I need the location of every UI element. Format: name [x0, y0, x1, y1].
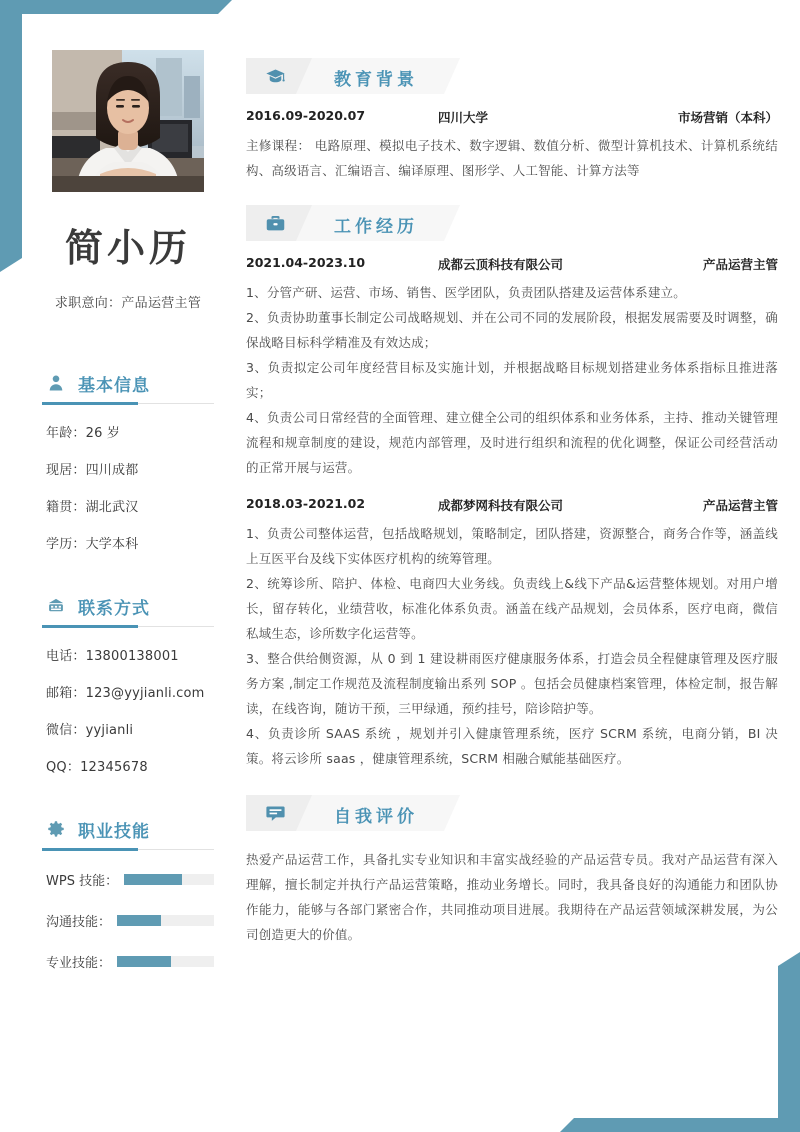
list-item: 现居：四川成都 [46, 462, 139, 478]
list-item: 电话：13800138001 [46, 648, 179, 664]
work-details [246, 280, 778, 480]
skill-bar-track [117, 956, 214, 967]
work-entry-head [246, 255, 778, 273]
work-detail-line: 4、负责公司日常经营的全面管理、建立健全公司的组织体系和业务体系，主持、推动关键管理流程和规章制度的建设，规范内部管理，及时进行组织和流程的优化调整，保证公司经营活动的正常开展与运营。 [246, 410, 778, 475]
sidebar-skills-header [42, 817, 214, 842]
telephone-icon [46, 596, 66, 616]
main-column [246, 0, 778, 953]
divider [42, 849, 214, 850]
education-entry-head [246, 108, 778, 126]
skill-label: 专业技能： [46, 955, 112, 971]
list-item: 籍贯：湖北武汉 [46, 499, 139, 515]
sidebar-skills-title: 职业技能 [78, 821, 150, 842]
education-major: 市场营销（本科） [677, 110, 778, 125]
work-detail-line: 4、负责诊所 SAAS 系统 ，规划并引入健康管理系统，医疗 SCRM 系统，电商分销，BI 决策。将云诊所 saas ，健康管理系统，SCRM 相融合赋能基础医疗。 [246, 726, 778, 766]
work-detail-line: 2、统筹诊所、陪护、体检、电商四大业务线。负责线上&线下产品&运营整体规划。对用户增长，留存转化，业绩营收，标准化体系负责。涵盖在线产品规划，会员体系，医疗电商，微信私域生态，诊所数字化运营等。 [246, 576, 778, 641]
education-header [246, 58, 460, 94]
work-role: 产品运营主管 [702, 498, 778, 513]
skill-bar-track [124, 874, 214, 885]
work-entry-head [246, 496, 778, 514]
list-item: 微信：yyjianli [46, 722, 134, 738]
skill-label: 沟通技能： [46, 914, 112, 930]
sidebar-contact-title: 联系方式 [78, 598, 150, 619]
section-education [246, 58, 778, 183]
list-item: 邮箱：123@yyjianli.com [46, 685, 205, 701]
education-courses: 主修课程： 电路原理、模拟电子技术、数字逻辑、数值分析、微型计算机技术、计算机系统结构、高级语言、汇编语言、编译原理、图形学、人工智能、计算方法等 [246, 138, 778, 178]
work-entry [246, 255, 778, 480]
skill-bar-fill [117, 915, 161, 926]
sidebar-basic-info-title: 基本信息 [78, 375, 150, 396]
list-item: QQ：12345678 [46, 759, 148, 775]
self-evaluation-text: 热爱产品运营工作，具备扎实专业知识和丰富实战经验的产品运营专员。我对产品运营有深入理解，擅长制定并执行产品运营策略，推动业务增长。同时，我具备良好的沟通能力和团队协作能力，能够与各部门紧密合作，共同推动项目进展。我期待在产品运营领域深耕发展，为公司创造更大的价值。 [246, 852, 778, 942]
education-entry [246, 108, 778, 183]
sidebar-basic-info-header [42, 371, 214, 396]
decor-bottom-right-bar [560, 1118, 800, 1132]
sidebar-contact-header [42, 594, 214, 619]
divider [42, 626, 214, 627]
decor-left-bar [0, 0, 22, 272]
work-title: 工作经历 [334, 217, 418, 237]
work-detail-line: 1、负责公司整体运营，包括战略规划，策略制定，团队搭建，资源整合，商务合作等，涵盖线上互医平台及线下实体医疗机构的统筹管理。 [246, 526, 778, 566]
skill-bar-fill [124, 874, 182, 885]
work-detail-line: 3、负责拟定公司年度经营目标及实施计划，并根据战略目标规划搭建业务体系指标且推进落实； [246, 360, 778, 400]
skill-bar-fill [117, 956, 171, 967]
self-evaluation-title: 自我评价 [334, 807, 418, 827]
work-details [246, 521, 778, 771]
skill-label: WPS 技能： [46, 873, 119, 889]
education-title: 教育背景 [334, 70, 418, 90]
divider [42, 403, 214, 404]
contact-list [42, 645, 214, 775]
work-period: 2018.03-2021.02 [246, 496, 366, 511]
work-detail-line: 1、分管产研、运营、市场、销售、医学团队，负责团队搭建及运营体系建立。 [246, 285, 686, 300]
work-period: 2021.04-2023.10 [246, 255, 366, 270]
briefcase-icon [265, 213, 286, 234]
section-self-evaluation [246, 795, 778, 947]
skill-item [46, 952, 214, 971]
decor-top-left-bar [0, 0, 232, 14]
work-company: 成都云顶科技有限公司 [438, 257, 564, 272]
work-entry [246, 496, 778, 771]
gear-icon [46, 819, 66, 839]
avatar [52, 50, 204, 192]
education-school: 四川大学 [438, 110, 489, 125]
list-item: 年龄：26 岁 [46, 425, 121, 441]
sidebar-section-basic-info [42, 371, 214, 552]
skill-bar-track [117, 915, 214, 926]
basic-info-list [42, 422, 214, 552]
work-header [246, 205, 460, 241]
work-detail-line: 3、整合供给侧资源，从 0 到 1 建设耕雨医疗健康服务体系，打造会员全程健康管理及医疗服务方案 ,制定工作规范及流程制度输出系列 SOP 。包括会员健康档案管理，体检定制，报告解读，在线咨询，随访干预，三甲绿通，预约挂号，陪诊陪护等。 [246, 651, 778, 716]
job-objective: 求职意向：产品运营主管 [54, 295, 202, 311]
sidebar-section-skills [42, 817, 214, 971]
sidebar [22, 14, 234, 1118]
sidebar-section-contact [42, 594, 214, 775]
decor-right-bar [778, 952, 800, 1132]
graduation-cap-icon [265, 66, 286, 87]
skills-list [42, 870, 214, 971]
skill-item [46, 870, 214, 889]
comment-icon [265, 803, 286, 824]
person-icon [46, 373, 66, 393]
self-evaluation-header [246, 795, 460, 831]
list-item: 学历：大学本科 [46, 536, 139, 552]
work-company: 成都梦网科技有限公司 [438, 498, 564, 513]
work-detail-line: 2、负责协助董事长制定公司战略规划、并在公司不同的发展阶段，根据发展需要及时调整，确保战略目标科学精准及有效达成； [246, 310, 778, 350]
skill-item [46, 911, 214, 930]
section-work-experience [246, 205, 778, 771]
candidate-name: 简小历 [64, 226, 191, 270]
work-role: 产品运营主管 [702, 257, 778, 272]
education-period: 2016.09-2020.07 [246, 108, 366, 123]
